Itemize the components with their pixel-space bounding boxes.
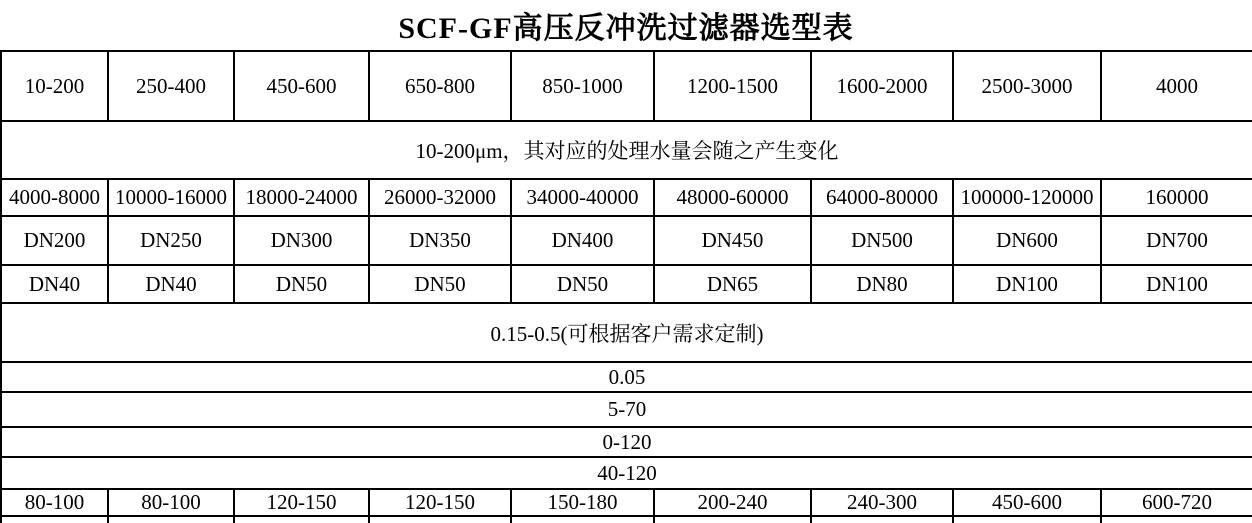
table-cell: 100000-120000	[953, 179, 1101, 216]
table-body	[1, 51, 1252, 523]
table-row	[1, 457, 1252, 489]
table-cell: 26000-32000	[369, 179, 511, 216]
page-title: SCF-GF高压反冲洗过滤器选型表	[398, 12, 854, 45]
table-cell: 450-600	[953, 489, 1101, 516]
table-cell: 150-180	[511, 489, 654, 516]
table-cell: DN700	[1101, 216, 1252, 265]
table-cell: DN40	[108, 265, 234, 303]
table-row	[1, 51, 1252, 121]
table-cell	[654, 516, 811, 523]
selection-table	[0, 50, 1252, 523]
table-cell: 650-800	[369, 51, 511, 121]
table-cell: 600-720	[1101, 489, 1252, 516]
table-cell: 18000-24000	[234, 179, 369, 216]
table-cell	[234, 516, 369, 523]
table-span-cell: 0.15-0.5(可根据客户需求定制)	[1, 303, 1252, 362]
table-cell: DN65	[654, 265, 811, 303]
table-cell: 2500-3000	[953, 51, 1101, 121]
table-cell: 250-400	[108, 51, 234, 121]
table-row	[1, 489, 1252, 516]
table-span-cell: 40-120	[1, 457, 1252, 489]
table-cell: DN50	[511, 265, 654, 303]
table-cell: DN350	[369, 216, 511, 265]
table-cell: 1200-1500	[654, 51, 811, 121]
table-cell: DN100	[1101, 265, 1252, 303]
table-cell: DN40	[1, 265, 108, 303]
table-cell	[511, 516, 654, 523]
table-cell	[369, 516, 511, 523]
table-cell: 450-600	[234, 51, 369, 121]
table-cell: 120-150	[369, 489, 511, 516]
table-row	[1, 362, 1252, 392]
table-cell: 160000	[1101, 179, 1252, 216]
table-row	[1, 427, 1252, 457]
table-cell: 850-1000	[511, 51, 654, 121]
table-row	[1, 516, 1252, 523]
table-span-cell: 0.05	[1, 362, 1252, 392]
table-cell: DN50	[234, 265, 369, 303]
table-cell: 80-100	[108, 489, 234, 516]
table-cell: 1600-2000	[811, 51, 953, 121]
table-cell: 120-150	[234, 489, 369, 516]
table-cell: DN400	[511, 216, 654, 265]
table-cell: DN600	[953, 216, 1101, 265]
table-span-cell: 5-70	[1, 392, 1252, 427]
table-cell: DN500	[811, 216, 953, 265]
table-cell	[1, 516, 108, 523]
table-cell: 80-100	[1, 489, 108, 516]
table-cell: DN200	[1, 216, 108, 265]
table-cell: 48000-60000	[654, 179, 811, 216]
table-cell: 64000-80000	[811, 179, 953, 216]
table-cell: DN450	[654, 216, 811, 265]
table-row	[1, 121, 1252, 179]
table-cell	[1101, 516, 1252, 523]
table-cell: DN50	[369, 265, 511, 303]
table-cell: DN300	[234, 216, 369, 265]
table-cell	[953, 516, 1101, 523]
table-cell: 34000-40000	[511, 179, 654, 216]
table-span-cell: 0-120	[1, 427, 1252, 457]
table-cell: 4000-8000	[1, 179, 108, 216]
table-cell: 10-200	[1, 51, 108, 121]
table-span-cell: 10-200μm，其对应的处理水量会随之产生变化	[1, 121, 1252, 179]
table-cell: DN100	[953, 265, 1101, 303]
table-cell: 4000	[1101, 51, 1252, 121]
table-cell: 10000-16000	[108, 179, 234, 216]
table-cell: DN250	[108, 216, 234, 265]
table-row	[1, 303, 1252, 362]
table-row	[1, 216, 1252, 265]
table-row	[1, 179, 1252, 216]
table-cell: DN80	[811, 265, 953, 303]
table-row	[1, 265, 1252, 303]
table-cell: 200-240	[654, 489, 811, 516]
table-cell	[811, 516, 953, 523]
table-row	[1, 392, 1252, 427]
table-cell	[108, 516, 234, 523]
table-cell: 240-300	[811, 489, 953, 516]
